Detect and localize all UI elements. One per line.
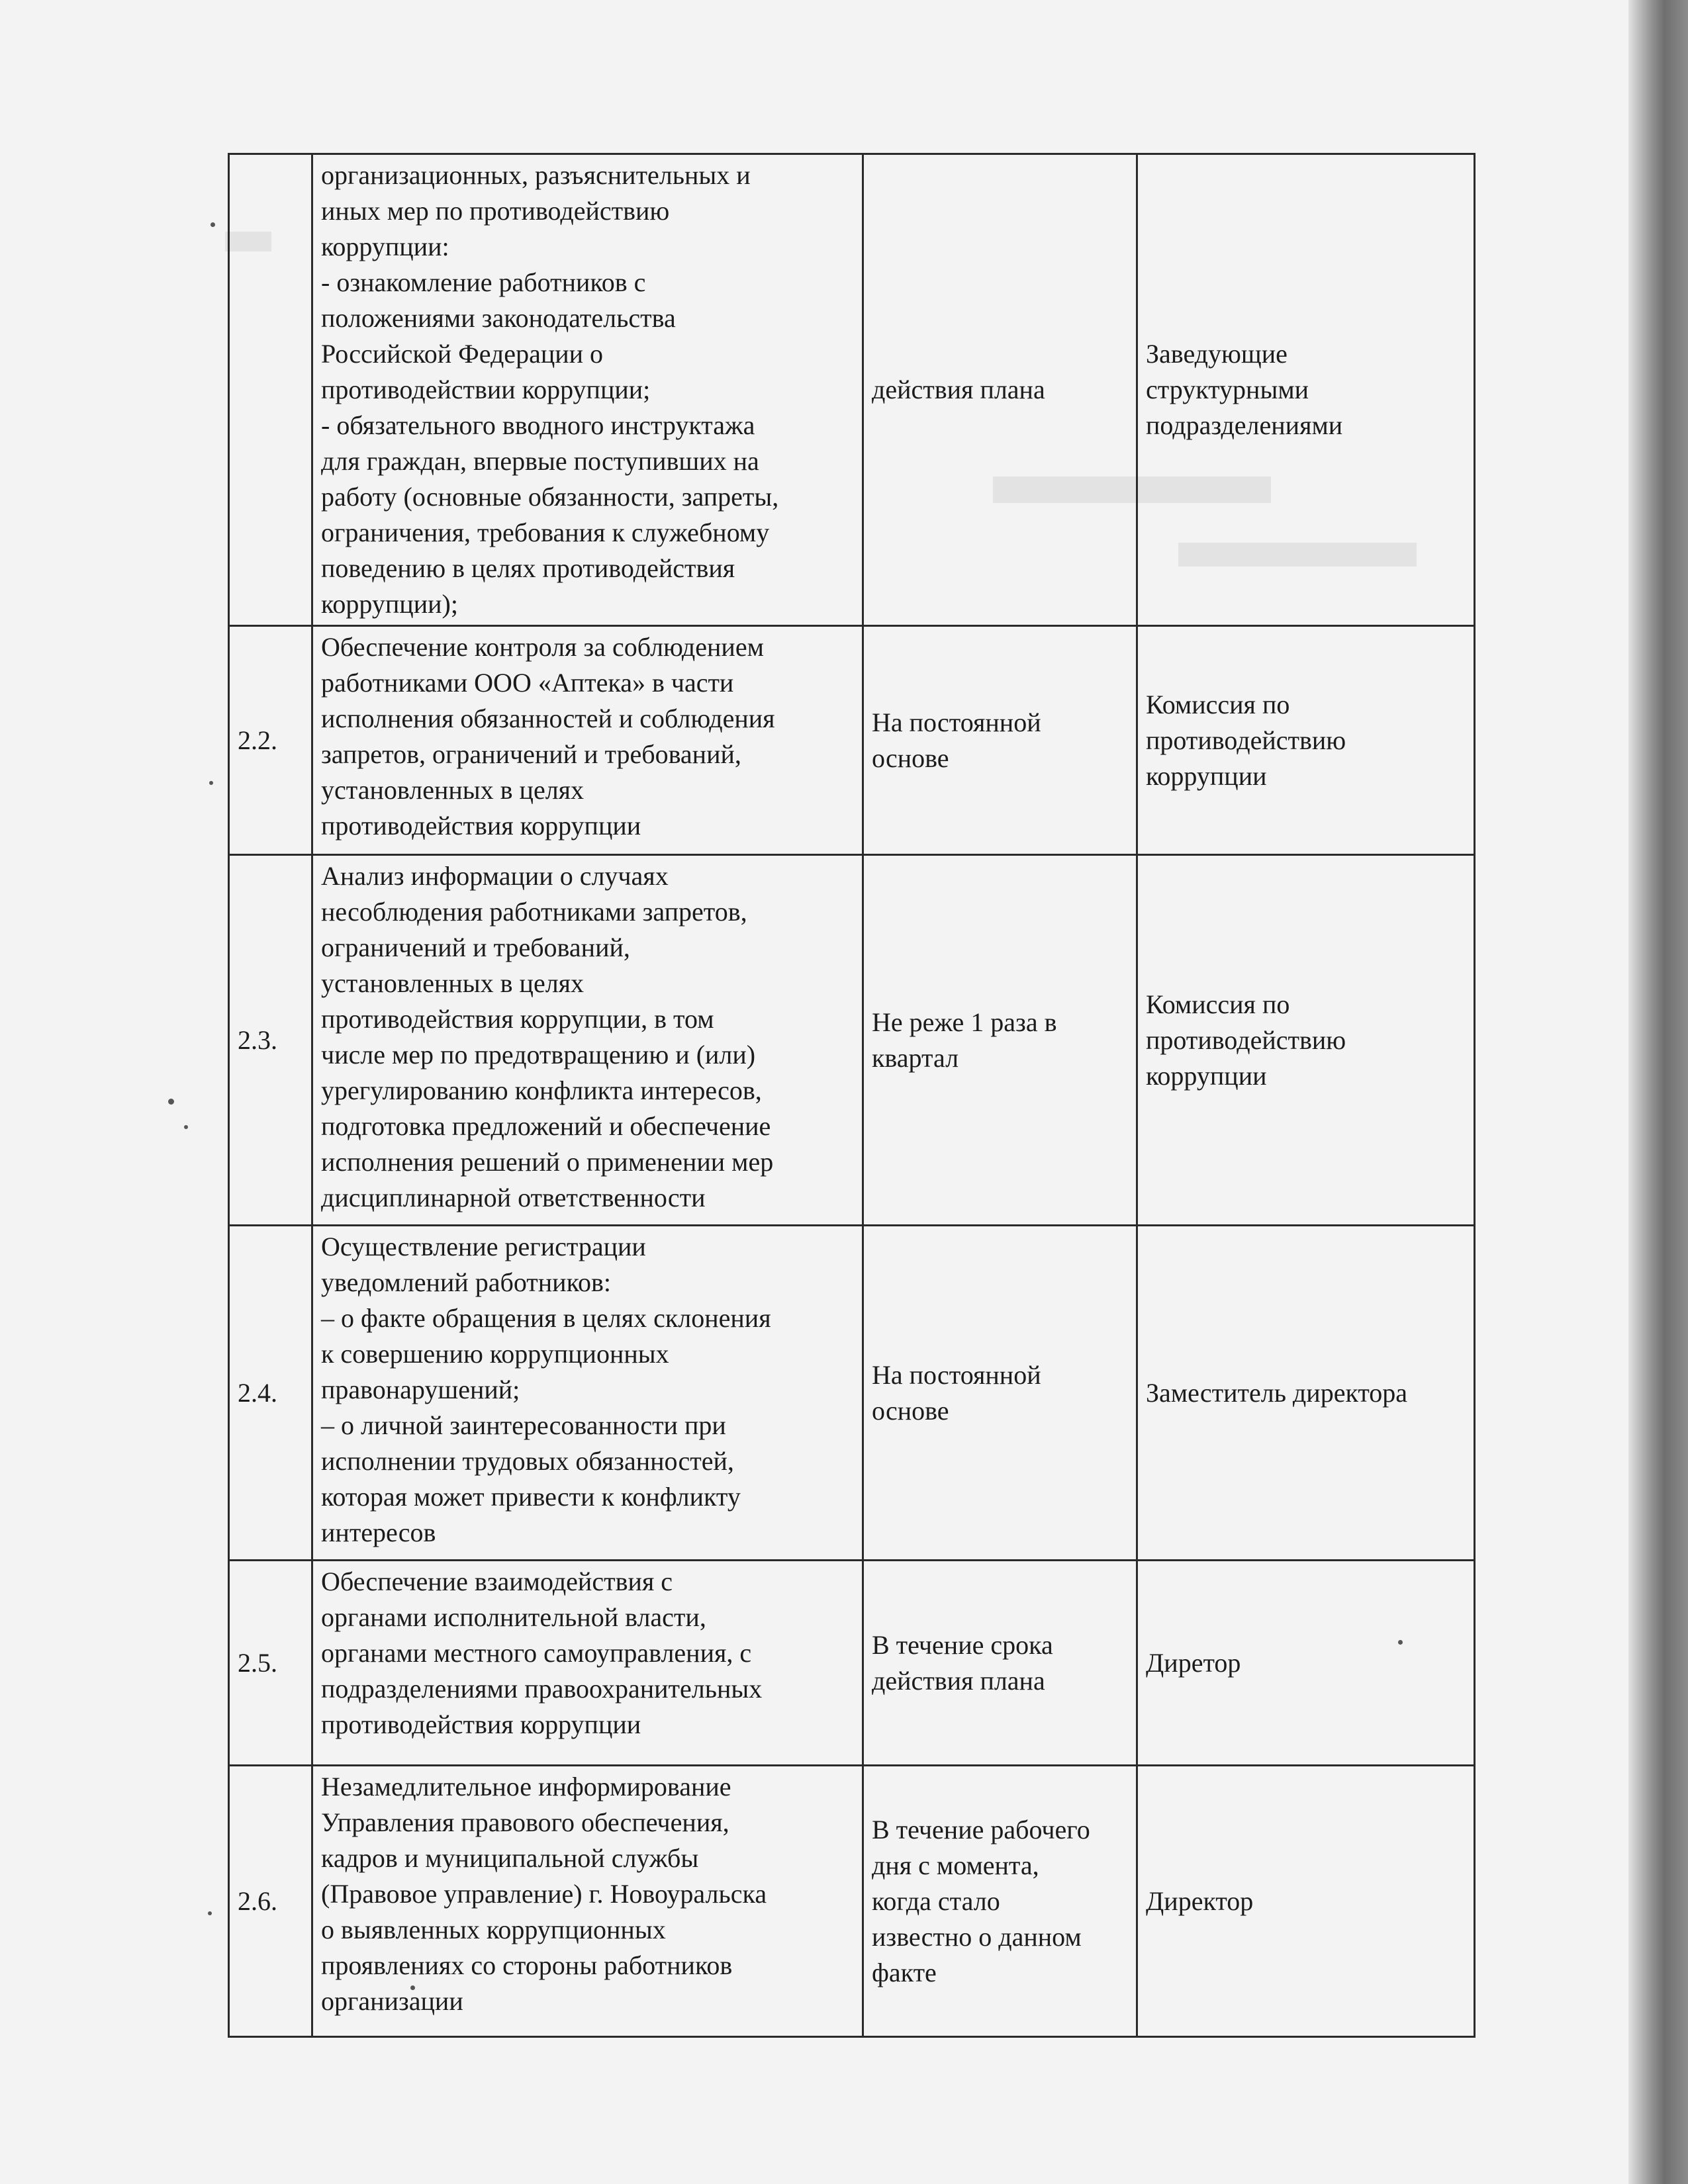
measure-term: Не реже 1 раза в квартал bbox=[863, 855, 1137, 1226]
measure-responsible: Директор bbox=[1137, 1766, 1475, 2037]
scan-page-edge bbox=[1628, 0, 1688, 2184]
measure-name: организационных, разъяснительных и иных мер по противодействию коррупции: - ознакомление работников с положениями законодательства Российской Федерации о противодействии коррупции; - обязательного вводного инструктажа для граждан, впервые поступивших на работу (основные обязанности, запреты, ограничения, требования к служебному поведению в целях противодействия коррупции); bbox=[312, 154, 863, 626]
measure-responsible: Комиссия по противодействию коррупции bbox=[1137, 855, 1475, 1226]
measure-responsible: Комиссия по противодействию коррупции bbox=[1137, 626, 1475, 855]
scan-speck bbox=[209, 781, 213, 785]
row-number: 2.5. bbox=[229, 1561, 312, 1766]
measure-name: Обеспечение взаимодействия с органами исполнительной власти, органами местного самоуправления, с подразделениями правоохранительных противодействия коррупции bbox=[312, 1561, 863, 1766]
row-number: 2.2. bbox=[229, 626, 312, 855]
anticorruption-plan-table bbox=[228, 153, 1476, 2038]
table-row bbox=[229, 1226, 1475, 1561]
measure-term: В течение рабочего дня с момента, когда стало известно о данном факте bbox=[863, 1766, 1137, 2037]
table-row bbox=[229, 626, 1475, 855]
measure-name: Анализ информации о случаях несоблюдения работниками запретов, ограничений и требований, установленных в целях противодействия коррупции, в том числе мер по предотвращению и (или) урегулированию конфликта интересов, подготовка предложений и обеспечение исполнения решений о применении мер дисциплинарной ответственности bbox=[312, 855, 863, 1226]
row-number: 2.6. bbox=[229, 1766, 312, 2037]
row-number bbox=[229, 154, 312, 626]
measure-name: Осуществление регистрации уведомлений работников: – о факте обращения в целях склонения к совершению коррупционных правонарушений; – о личной заинтересованности при исполнении трудовых обязанностей, которая может привести к конфликту интересов bbox=[312, 1226, 863, 1561]
measure-responsible: Заведующие структурными подразделениями bbox=[1137, 154, 1475, 626]
measure-name: Незамедлительное информирование Управления правового обеспечения, кадров и муниципальной службы (Правовое управление) г. Новоуральска о выявленных коррупционных проявлениях со стороны работников организации bbox=[312, 1766, 863, 2037]
row-number: 2.3. bbox=[229, 855, 312, 1226]
measure-term: На постоянной основе bbox=[863, 1226, 1137, 1561]
scan-speck bbox=[168, 1099, 174, 1105]
scan-speck bbox=[211, 222, 215, 227]
table-row bbox=[229, 855, 1475, 1226]
measure-responsible: Заместитель директора bbox=[1137, 1226, 1475, 1561]
measure-term: действия плана bbox=[863, 154, 1137, 626]
measure-term: В течение срока действия плана bbox=[863, 1561, 1137, 1766]
table-row bbox=[229, 154, 1475, 626]
measure-term: На постоянной основе bbox=[863, 626, 1137, 855]
table-row bbox=[229, 1766, 1475, 2037]
scan-speck bbox=[208, 1911, 212, 1915]
table-row bbox=[229, 1561, 1475, 1766]
measure-name: Обеспечение контроля за соблюдением работниками ООО «Аптека» в части исполнения обязанностей и соблюдения запретов, ограничений и требований, установленных в целях противодействия коррупции bbox=[312, 626, 863, 855]
scan-speck bbox=[184, 1125, 188, 1129]
row-number: 2.4. bbox=[229, 1226, 312, 1561]
measure-responsible: Диретор bbox=[1137, 1561, 1475, 1766]
